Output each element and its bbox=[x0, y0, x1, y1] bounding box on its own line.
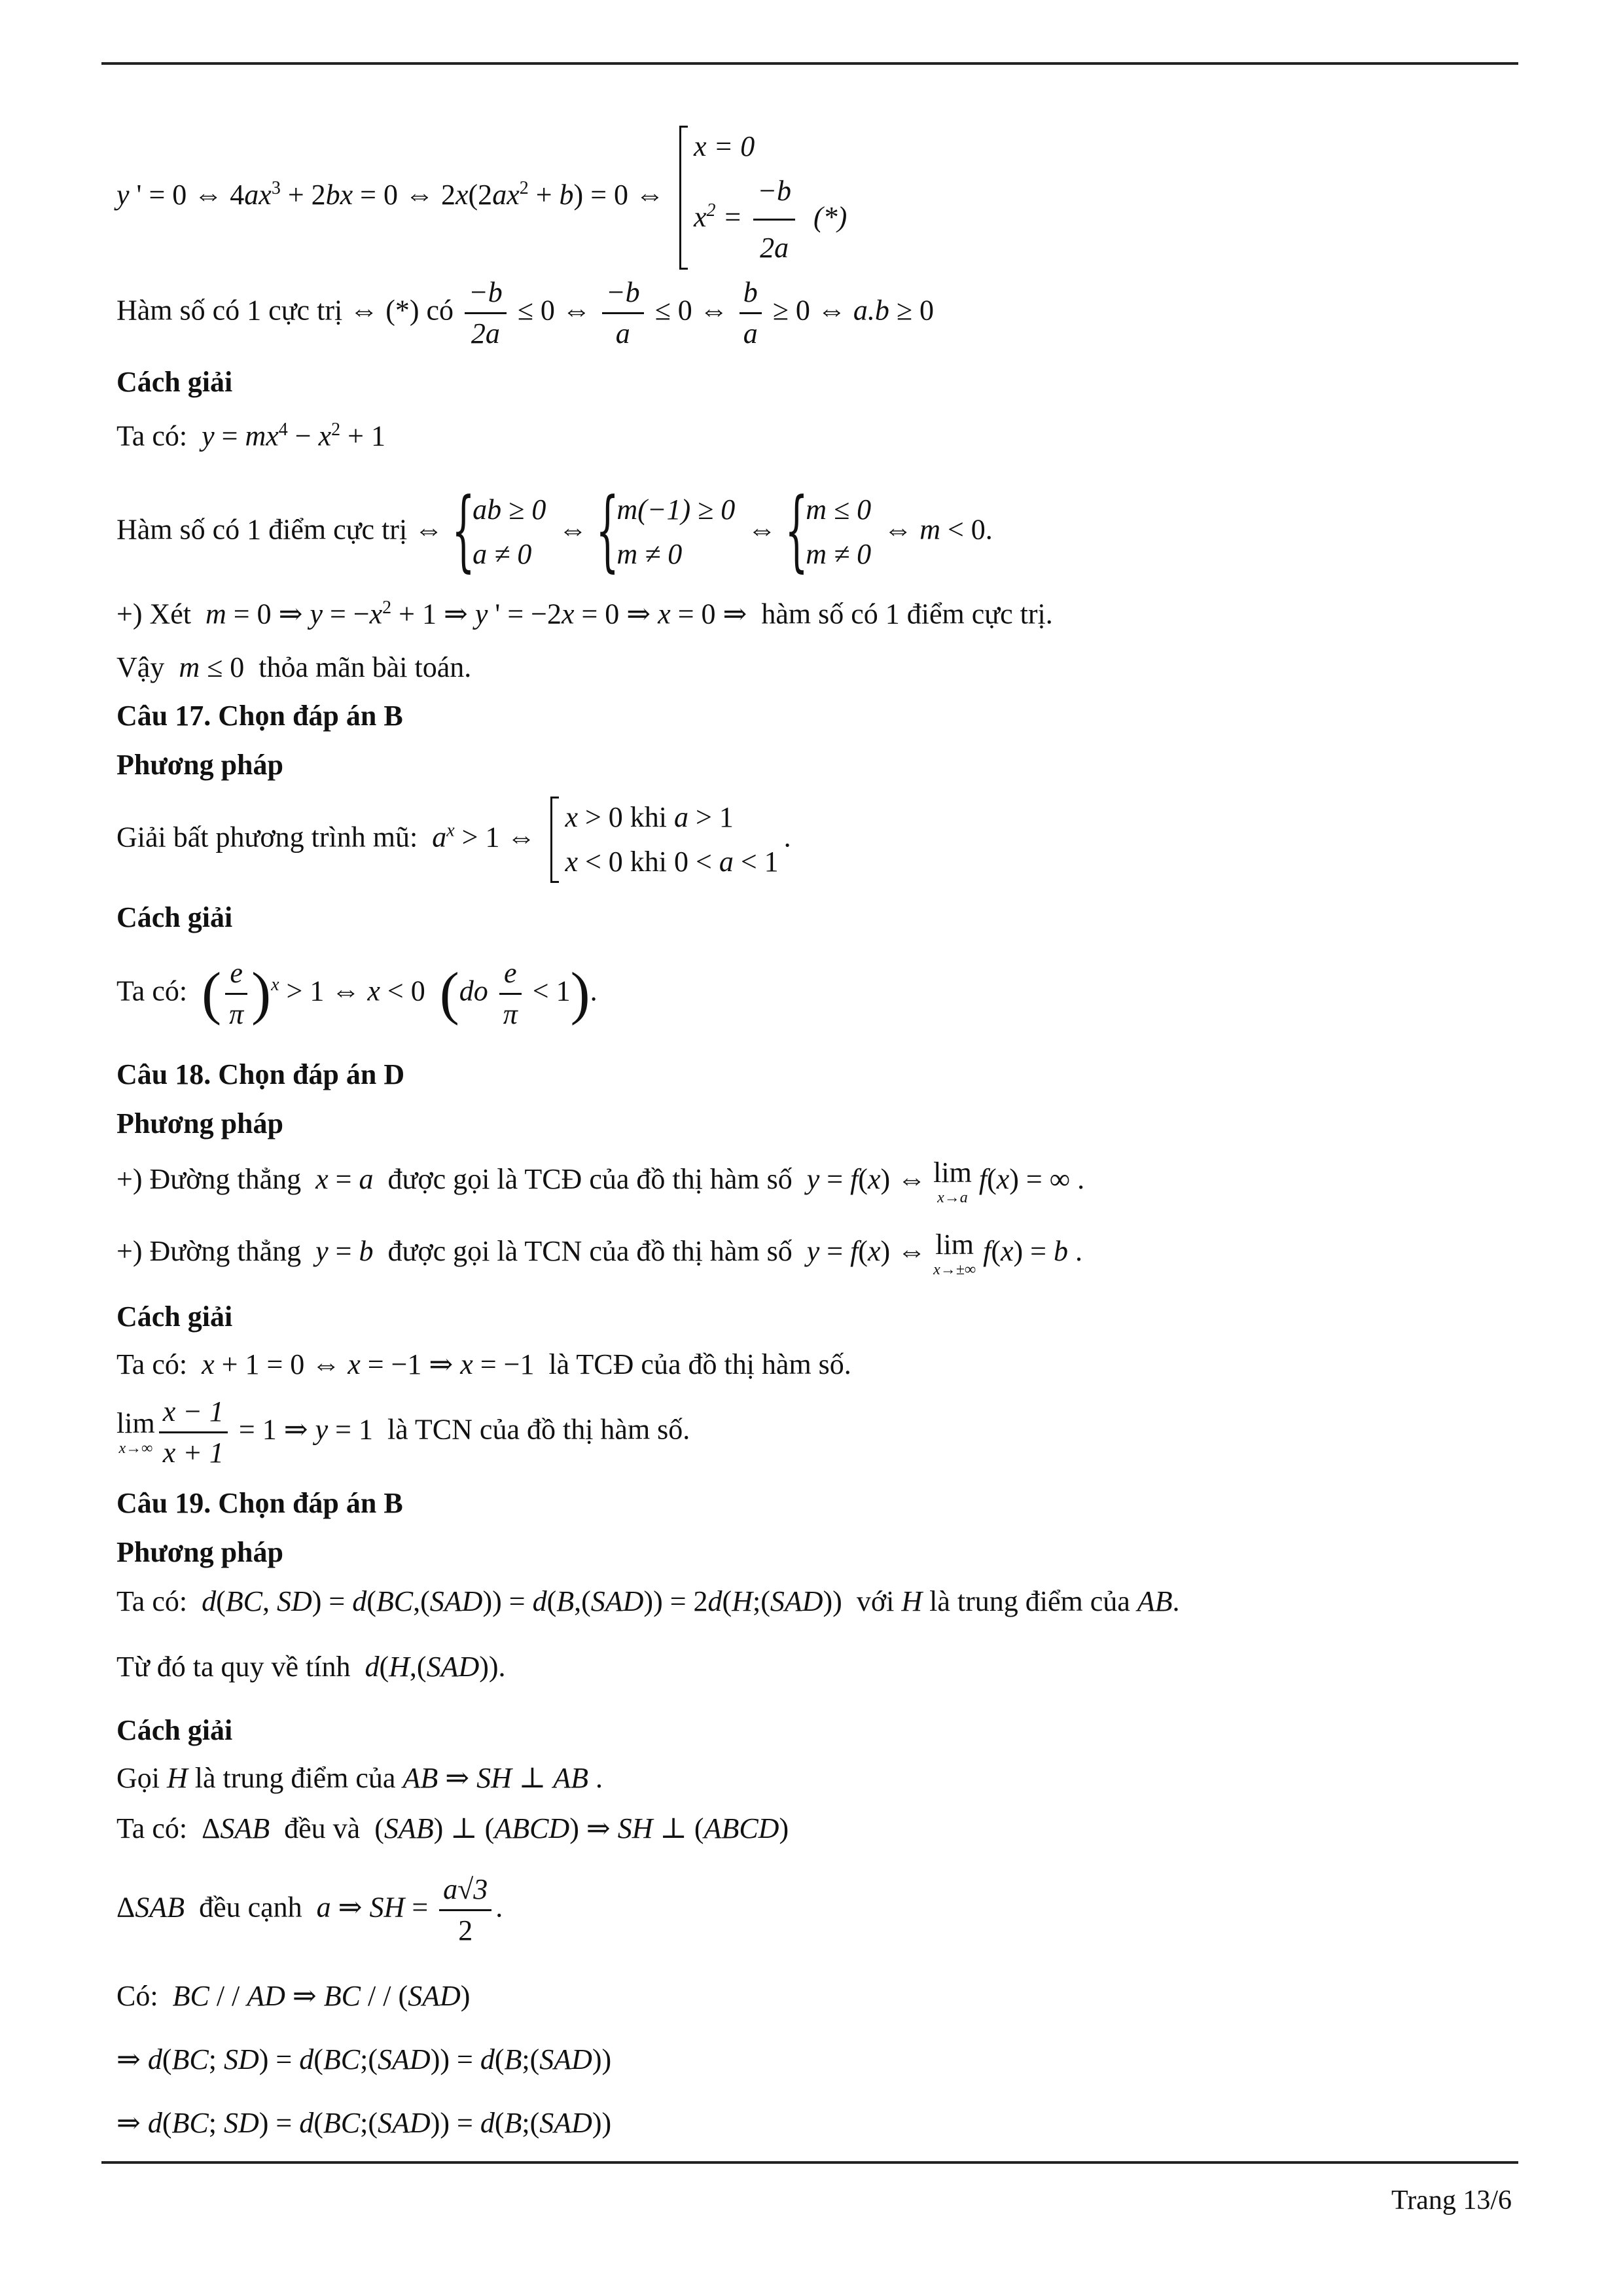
question-heading: Câu 18. Chọn đáp án D bbox=[116, 1058, 405, 1090]
doc-line: y ' = 0 ⇔ $4ax^3 + 2bx = 0$ ⇔ $2x(2ax^2 + b) = 0$ ⇔ x = 0 $x^2$ = $\frac{-b}{2a}$ (*) bbox=[116, 124, 852, 271]
doc-line: Từ đó ta quy về tính d(H,(SAD)). bbox=[116, 1651, 506, 1683]
footer-rule bbox=[101, 2161, 1518, 2164]
doc-line: ΔSAB đều cạnh a ⇒ SH = $\frac{a√3}{2}$ . bbox=[116, 1873, 503, 1946]
doc-line: ⇒ d(BC; SD) = d(BC;(SAD)) = d(B;(SAD)) bbox=[116, 2107, 612, 2139]
doc-line: Ta có: ( $\frac{e}{\pi}$ )$^x$ > 1 ⇔ x < 0 (do $\frac{e}{\pi}$ < 1). bbox=[116, 957, 597, 1030]
doc-line: Ta có: $y = mx^4 - x^2 + 1$ bbox=[116, 420, 385, 452]
section-heading: Phương pháp bbox=[116, 1107, 283, 1139]
doc-line: ⇒ d(BC; SD) = d(BC;(SAD)) = d(B;(SAD)) bbox=[116, 2043, 612, 2075]
section-heading: Cách giải bbox=[116, 1300, 233, 1333]
doc-line: Vậy m ≤ 0 thỏa mãn bài toán. bbox=[116, 651, 472, 683]
doc-line: +) Xét m = 0 ⇒ $y = -x^2 + 1$ ⇒ y ' = −2x = 0 ⇒ x = 0 ⇒ hàm số có 1 điểm cực trị. bbox=[116, 598, 1053, 630]
page-number: Trang 13/6 bbox=[1391, 2185, 1512, 2215]
doc-line: Gọi H là trung điểm của AB ⇒ SH ⊥ AB . bbox=[116, 1762, 603, 1794]
doc-line: +) Đường thẳng x = a được gọi là TCĐ của đồ thị hàm số y = f(x) ⇔ lim x→a f(x) = ∞ . bbox=[116, 1157, 1085, 1206]
section-heading: Cách giải bbox=[116, 1714, 233, 1746]
doc-line: Ta có: x + 1 = 0 ⇔ x = −1 ⇒ x = −1 là TCĐ của đồ thị hàm số. bbox=[116, 1348, 851, 1380]
doc-line: lim x→∞ $\frac{x - 1}{x + 1}$ = 1 ⇒ y = 1 là TCN của đồ thị hàm số. bbox=[116, 1395, 690, 1469]
doc-line: Giải bất phương trình mũ: $a^x > 1$ ⇔ x > 0 khi a > 1 x < 0 khi 0 < a < 1 . bbox=[116, 795, 791, 884]
section-heading: Phương pháp bbox=[116, 1536, 283, 1568]
question-heading: Câu 19. Chọn đáp án B bbox=[116, 1487, 403, 1519]
doc-line: +) Đường thẳng y = b được gọi là TCN của đồ thị hàm số y = f(x) ⇔ lim x→±∞ f(x) = b . bbox=[116, 1229, 1082, 1278]
question-heading: Câu 17. Chọn đáp án B bbox=[116, 700, 403, 732]
doc-line: Ta có: ΔSAB đều và (SAB) ⊥ (ABCD) ⇒ SH ⊥ (ABCD) bbox=[116, 1812, 789, 1844]
section-heading: Cách giải bbox=[116, 366, 233, 398]
header-rule bbox=[101, 62, 1518, 65]
section-heading: Cách giải bbox=[116, 901, 233, 933]
section-heading: Phương pháp bbox=[116, 749, 283, 781]
doc-line: Có: BC / / AD ⇒ BC / / (SAD) bbox=[116, 1980, 471, 2012]
doc-line: Hàm số có 1 điểm cực trị ⇔ { ab ≥ 0 a ≠ 0 ⇔ { m(−1) ≥ 0 m ≠ 0 ⇔ { m ≤ 0 m ≠ 0 ⇔ m < 0. bbox=[116, 488, 993, 577]
doc-line: Ta có: d(BC, SD) = d(BC,(SAD)) = d(B,(SAD)) = 2d(H;(SAD)) với H là trung điểm của AB. bbox=[116, 1585, 1180, 1617]
doc-line: Hàm số có 1 cực trị ⇔ (*) có $\frac{-b}{2a}$ ≤ 0 ⇔ $\frac{-b}{a}$ ≤ 0 ⇔ $\frac{b}{a}$ ≥ 0 ⇔ a.b ≥ 0 bbox=[116, 276, 935, 350]
